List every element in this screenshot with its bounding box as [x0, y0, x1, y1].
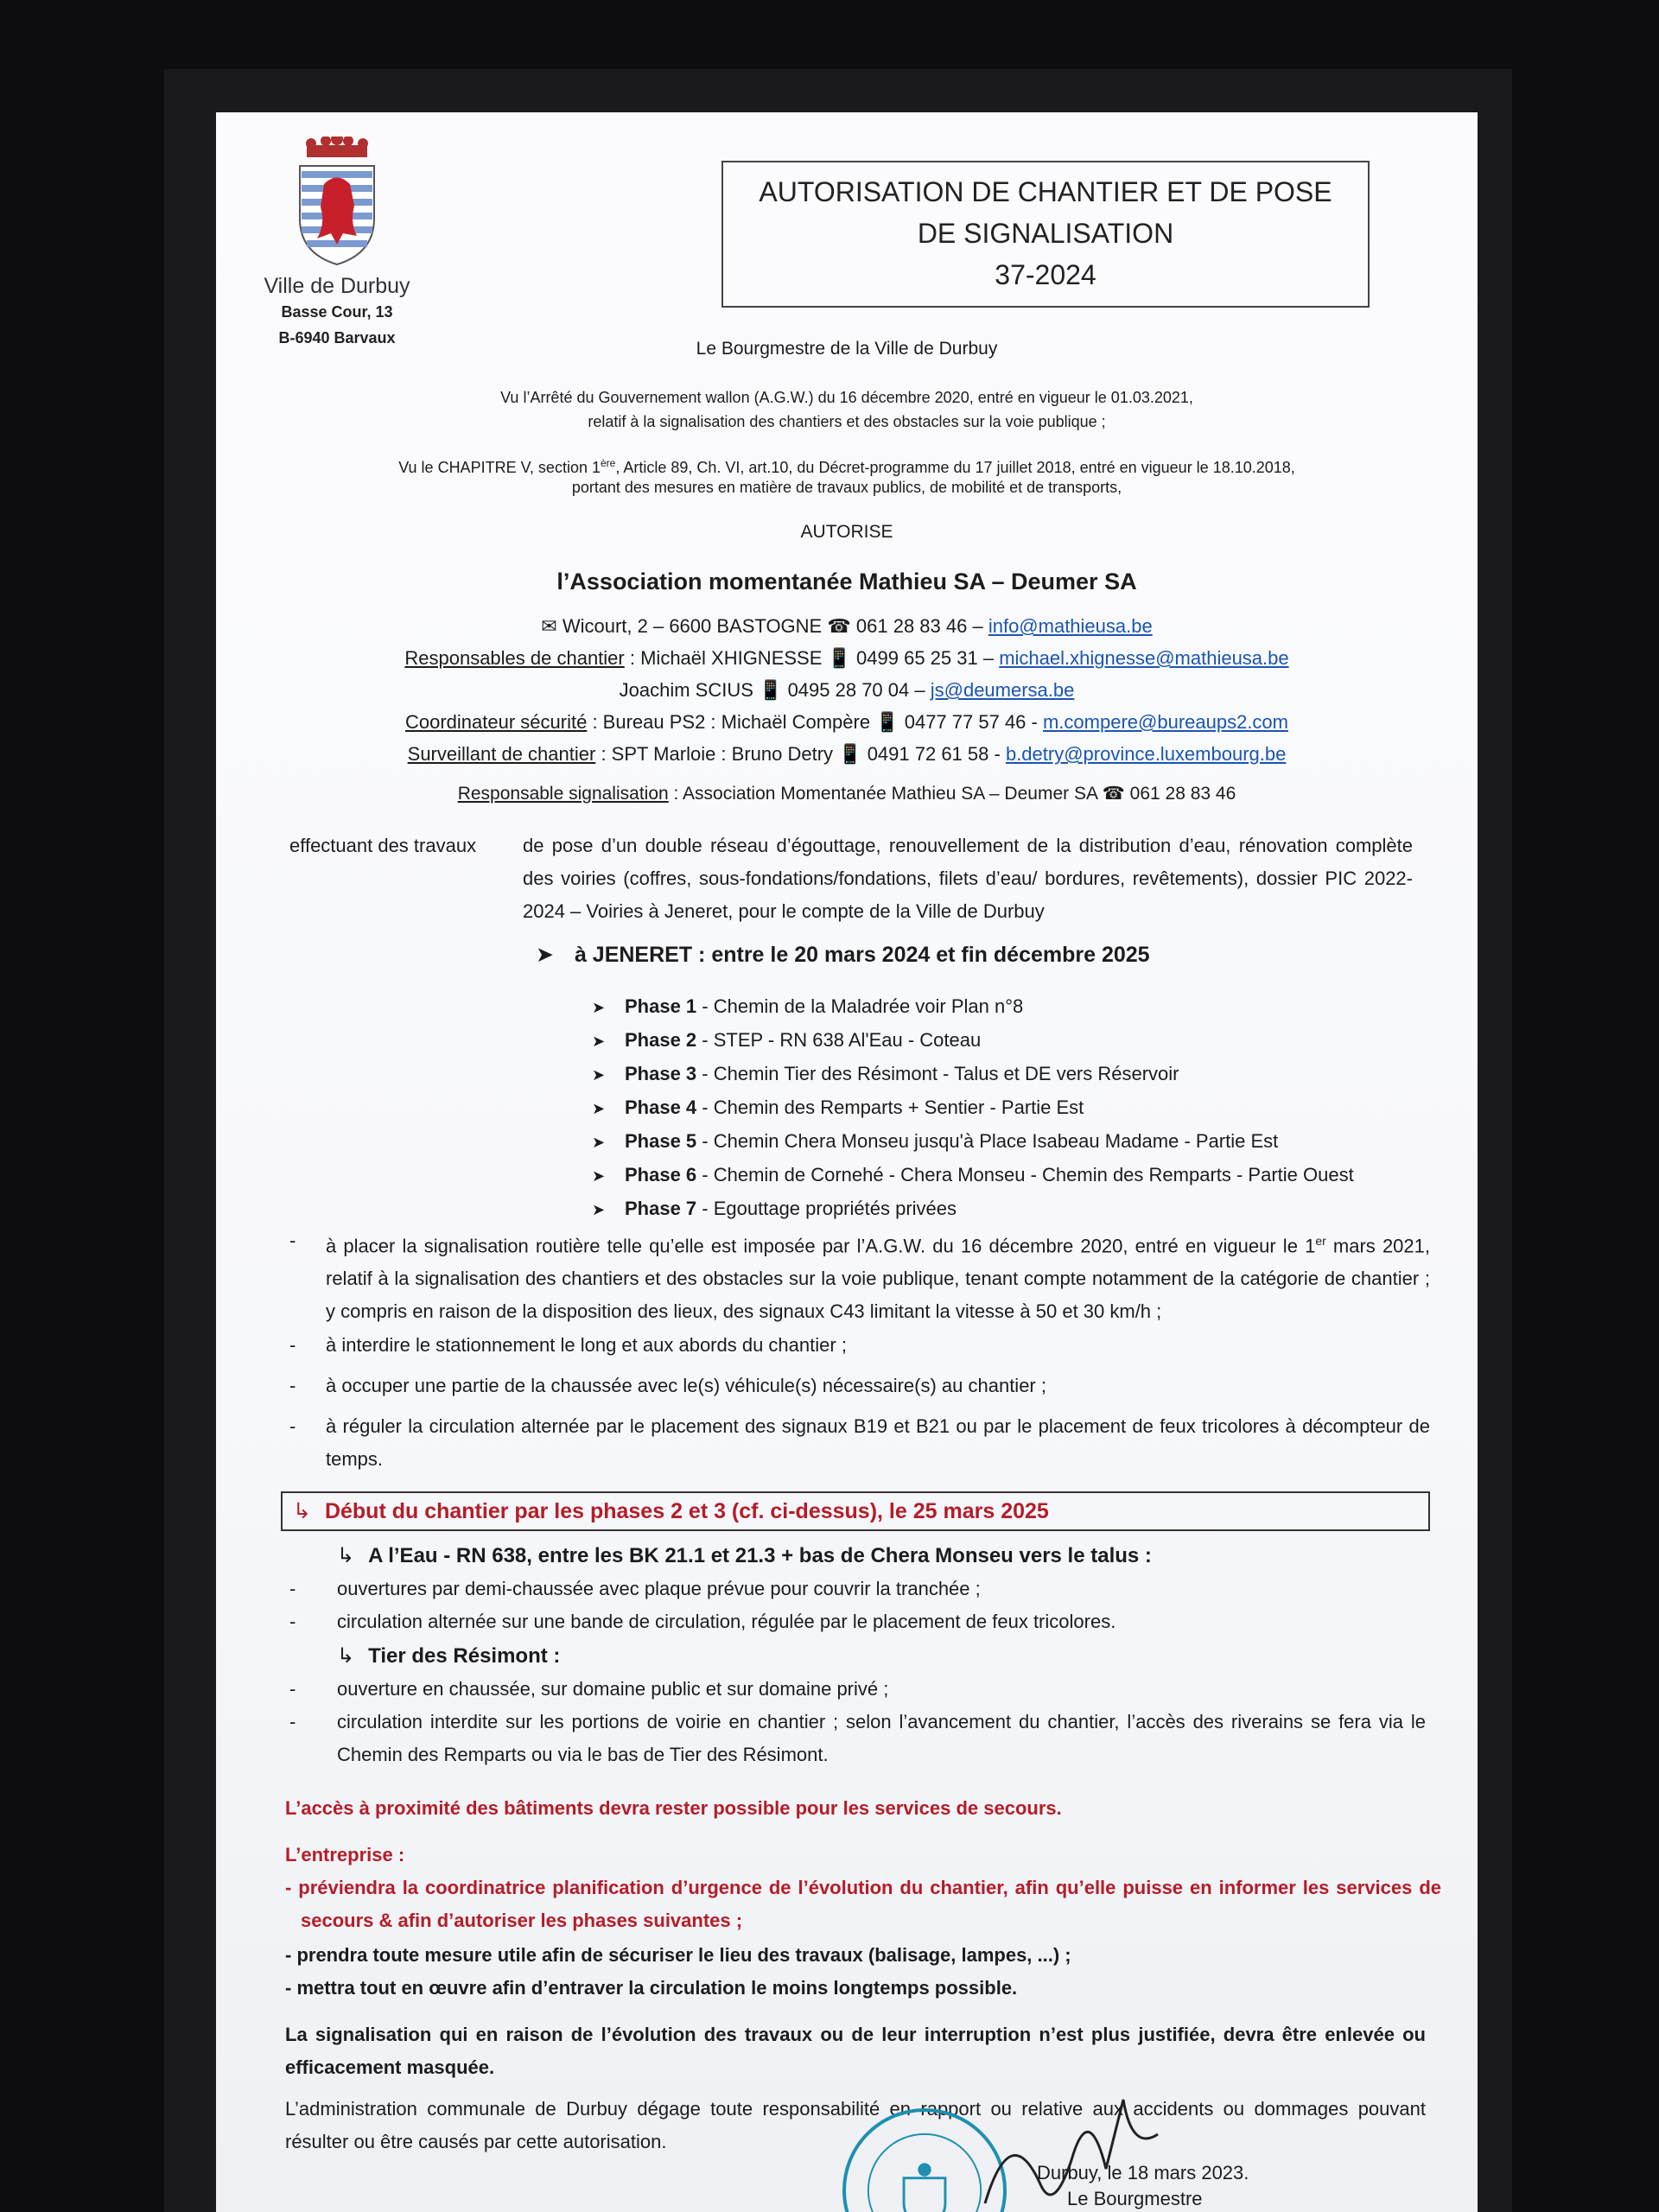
city-address-line2: B-6940 Barvaux [278, 329, 396, 346]
phase-item [592, 1125, 1354, 1159]
vu1-line2: relatif à la signalisation des chantiers et des obstacles sur la voie publique ; [588, 413, 1106, 430]
site-managers-label: Responsables de chantier [404, 647, 625, 669]
bullet-dash: - [289, 1611, 296, 1632]
safety-coordinator: : Bureau PS2 : Michaël Compère [592, 711, 871, 733]
phase-label: Phase 4 [625, 1096, 697, 1118]
condition-signage-text [326, 1224, 1430, 1328]
works-text: de pose d’un double réseau d’égouttage, renouvellement de la distribution d’eau, rénovation complète des voiries (coffres, sous-fondations/fondations, filets d’eau/ bordures, revêtements), dossier PIC 2022-2024 – Voiries à Jeneret, pour le compte de la Ville de Durbuy [523, 835, 1413, 922]
city-name: Ville de Durbuy [264, 274, 410, 298]
site-supervisor-line [216, 738, 1478, 770]
phase-text: - Chemin des Remparts + Sentier - Partie Est [696, 1096, 1084, 1118]
liability-disclaimer: L’administration communale de Durbuy dégage toute responsabilité en rapport ou relative aux accidents ou dommages pouvant résulter ou être causés par cette autorisation. [285, 2098, 1426, 2152]
vu2-pre: Vu le CHAPITRE V, section 1 [398, 459, 601, 476]
phase-item [592, 1159, 1354, 1192]
durbuy-coat-of-arms-icon [289, 137, 385, 266]
phase-text: - Chemin de Cornehé - Chera Monseu - Chemin des Remparts - Partie Ouest [696, 1164, 1354, 1185]
city-address-line1: Basse Cour, 13 [281, 303, 393, 321]
vu1-line1: Vu l’Arrêté du Gouvernement wallon (A.G.W.) du 16 décembre 2020, entré en vigueur le 01.03.2021, [500, 389, 1193, 406]
mobile-icon: 📱 [827, 647, 851, 669]
phone-icon: ☎ [827, 615, 851, 637]
condition-roadway [289, 1370, 1430, 1402]
signage-manager-line [216, 778, 1478, 810]
condition-traffic [289, 1410, 1430, 1476]
bullet-dash: - [289, 1678, 296, 1700]
condition-parking-text: à interdire le stationnement le long et aux abords du chantier ; [326, 1334, 847, 1356]
location-2-item-b [289, 1706, 1426, 1771]
obligation-traffic: - mettra tout en œuvre afin d’entraver la circulation le moins longtemps possible. [285, 1977, 1018, 1999]
phase-item [592, 1058, 1354, 1091]
location-1-heading: ↳ A l’Eau - RN 638, entre les BK 21.1 et 21.3 + bas de Chera Monseu vers le talus : [337, 1540, 1426, 1573]
mobile-icon: 📱 [838, 743, 862, 765]
location-1-item-b-text: circulation alternée sur une bande de circulation, régulée par le placement de feux tricolores. [337, 1611, 1116, 1632]
safety-coordinator-email-link[interactable]: m.compere@bureaups2.com [1042, 711, 1288, 733]
safety-coordinator-line [216, 706, 1478, 738]
site-manager-2-email-link[interactable]: js@deumersa.be [930, 679, 1075, 701]
title-line1: AUTORISATION DE CHANTIER ET DE POSE [759, 176, 1332, 207]
phase-label: Phase 6 [625, 1164, 697, 1185]
site-supervisor-label: Surveillant de chantier [407, 743, 596, 765]
c1-pre: à placer la signalisation routière telle qu’elle est imposée par l’A.G.W. du 16 décembre 2020, entré en vigueur le 1 [326, 1235, 1316, 1257]
c1-sup: er [1315, 1234, 1326, 1248]
autorise-label: AUTORISE [800, 522, 893, 542]
vu2-sup: ère [600, 457, 616, 469]
phase-label: Phase 5 [625, 1130, 697, 1152]
condition-signage [289, 1224, 1430, 1328]
condition-roadway-text: à occuper une partie de la chaussée avec le(s) véhicule(s) nécessaire(s) au chantier ; [326, 1375, 1046, 1396]
site-manager-1-phone: 0499 65 25 31 – [856, 647, 995, 669]
title-line2: DE SIGNALISATION [917, 218, 1174, 249]
location-period [536, 942, 1150, 968]
c1-post: mars 2021, relatif à la signalisation des chantiers et des obstacles sur la voie publique, tenant compte notamment de la catégorie de chantier ; y compris en raison de la disposition des lieux, des signaux C43 limitant la vitesse à 50 et 30 km/h ; [326, 1235, 1430, 1323]
document-title-box [721, 161, 1370, 308]
phase-item [592, 1192, 1354, 1226]
bullet-dash: - [289, 1415, 296, 1437]
city-logo-block [251, 137, 423, 351]
contact-phone: 061 28 83 46 – [855, 615, 983, 637]
phase-label: Phase 1 [625, 995, 697, 1017]
site-supervisor: : SPT Marloie : Bruno Detry [601, 743, 834, 765]
safety-coordinator-label: Coordinateur sécurité [404, 711, 588, 733]
emergency-access-note: L’accès à proximité des bâtiments devra rester possible pour les services de secours. [285, 1797, 1062, 1819]
location-1-item-a [289, 1573, 1426, 1605]
condition-traffic-text: à réguler la circulation alternée par le placement des signaux B19 et B21 ou par le placement de feux tricolores à décompteur de temps. [326, 1415, 1430, 1470]
mobile-icon: 📱 [875, 711, 899, 733]
signage-removal-note: La signalisation qui en raison de l’évolution des travaux ou de leur interruption n’est plus justifiée, devra être enlevée ou efficacement masquée. [285, 2024, 1426, 2078]
vu2-line2: portant des mesures en matière de travaux publics, de mobilité et de transports, [571, 479, 1122, 496]
phase-label: Phase 3 [625, 1063, 697, 1084]
authorization-document [216, 112, 1478, 2212]
phase-item [592, 990, 1354, 1024]
contact-address-line [216, 610, 1478, 642]
mobile-icon: 📱 [759, 679, 783, 701]
phase-text: - Egouttage propriétés privées [696, 1198, 957, 1219]
phase-text: - Chemin Chera Monseu jusqu'à Place Isabeau Madame - Partie Est [696, 1130, 1279, 1152]
bullet-dash: - [289, 1334, 296, 1356]
phases-list [592, 990, 1354, 1226]
company-obligations-label: L’entreprise : [285, 1844, 405, 1866]
location-2-heading: ↳ Tier des Résimont : [337, 1640, 1426, 1673]
title-number: 37-2024 [995, 259, 1096, 290]
signage-manager: : Association Momentanée Mathieu SA – Deumer SA [673, 784, 1097, 804]
bullet-dash: - [289, 1578, 296, 1599]
signature-date: Durbuy, le 18 mars 2023. [1037, 2162, 1249, 2183]
vu2-post: , Article 89, Ch. VI, art.10, du Décret-programme du 17 juillet 2018, entré en vigueur le 18.10.2018, [615, 459, 1295, 476]
safety-coordinator-phone: 0477 77 57 46 - [904, 711, 1038, 733]
address-icon: ✉ [541, 615, 557, 637]
site-manager-1: : Michaël XHIGNESSE [629, 647, 823, 669]
phase-label: Phase 7 [625, 1198, 697, 1219]
location-period-text: à JENERET : entre le 20 mars 2024 et fin décembre 2025 [574, 943, 1150, 967]
arrow-icon: ➤ [536, 943, 554, 967]
phase-text: - Chemin Tier des Résimont - Talus et DE vers Réservoir [696, 1063, 1179, 1084]
start-banner: ↳ Début du chantier par les phases 2 et 3 (cf. ci-dessus), le 25 mars 2025 [281, 1491, 1430, 1531]
phone-icon: ☎ [1102, 784, 1125, 804]
phase-text: - STEP - RN 638 Al'Eau - Coteau [696, 1029, 982, 1051]
company-name: l’Association momentanée Mathieu SA – Deumer SA [556, 569, 1137, 594]
issuer-line: Le Bourgmestre de la Ville de Durbuy [696, 339, 998, 359]
location-2-item-a-text: ouverture en chaussée, sur domaine public et sur domaine privé ; [337, 1678, 889, 1700]
phase-item [592, 1091, 1354, 1125]
location-2-item-a [289, 1673, 1426, 1706]
site-manager-2-line [216, 674, 1478, 706]
site-supervisor-phone: 0491 72 61 58 - [867, 743, 1001, 765]
site-manager-2: Joachim SCIUS [619, 679, 753, 701]
phase-text: - Chemin de la Maladrée voir Plan n°8 [696, 995, 1024, 1017]
location-1-item-b [289, 1605, 1426, 1638]
bullet-dash: - [289, 1375, 296, 1396]
obligation-notify: - préviendra la coordinatrice planification d’urgence de l’évolution du chantier, afin qu’elle puisse en informer les services de secours & afin d’autoriser les phases suivantes ; [285, 1877, 1441, 1931]
condition-parking [289, 1329, 1430, 1362]
location-2-item-b-text: circulation interdite sur les portions de voirie en chantier ; selon l’avancement du chantier, l’accès des riverains se fera via le Chemin des Remparts ou via le bas de Tier des Résimont. [337, 1711, 1426, 1765]
signer-title: Le Bourgmestre [1067, 2188, 1203, 2209]
phase-label: Phase 2 [625, 1029, 697, 1051]
bullet-dash: - [289, 1711, 296, 1732]
bullet-dash: - [289, 1230, 296, 1251]
location-1-item-a-text: ouvertures par demi-chaussée avec plaque prévue pour couvrir la tranchée ; [337, 1578, 981, 1599]
phase-item [592, 1024, 1354, 1058]
obligation-secure: - prendra toute mesure utile afin de sécuriser le lieu des travaux (balisage, lampes, ...) ; [285, 1944, 1071, 1966]
contact-address: Wicourt, 2 – 6600 BASTOGNE [562, 615, 823, 637]
contact-email-link[interactable]: info@mathieusa.be [988, 615, 1153, 637]
signage-manager-label: Responsable signalisation [457, 784, 669, 804]
signage-manager-phone: 061 28 83 46 [1129, 784, 1236, 804]
site-manager-1-email-link[interactable]: michael.xhignesse@mathieusa.be [999, 647, 1289, 669]
site-managers-line [216, 642, 1478, 674]
site-manager-2-phone: 0495 28 70 04 – [787, 679, 925, 701]
works-label: effectuant des travaux [289, 835, 477, 856]
site-supervisor-email-link[interactable]: b.detry@province.luxembourg.be [1005, 743, 1287, 765]
